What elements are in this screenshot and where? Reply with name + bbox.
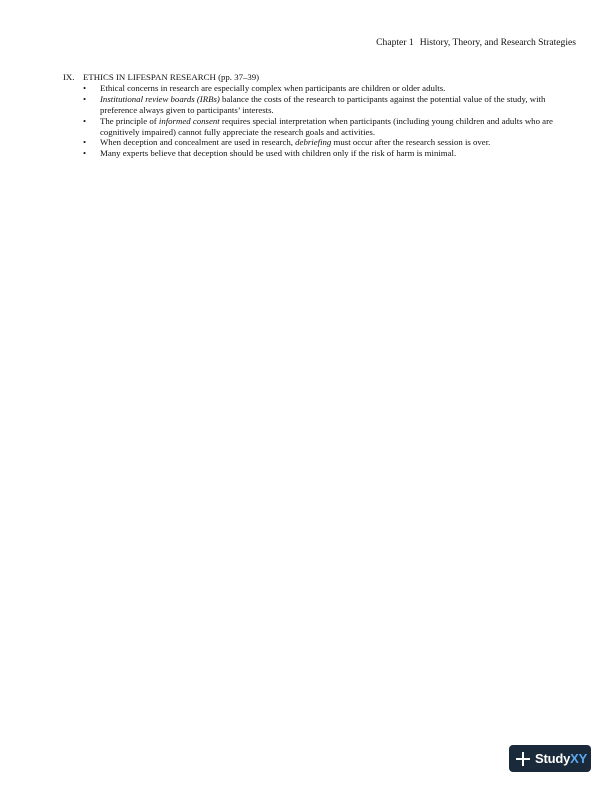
bullet-point xyxy=(83,115,573,138)
point-text: Many experts believe that deception should be used with children only if the risk of harm is minimal. xyxy=(100,148,457,159)
bullet-glyph: • xyxy=(83,115,87,126)
point-text: must occur after the research session is over. xyxy=(331,137,491,148)
bullet-point xyxy=(83,93,573,116)
studyxy-badge[interactable] xyxy=(509,745,591,772)
bullet-glyph: • xyxy=(83,137,87,148)
key-term: informed consent xyxy=(158,115,220,126)
chapter-label: Chapter 1 xyxy=(376,37,414,48)
bullet-point xyxy=(83,137,573,148)
bullet-glyph: • xyxy=(83,93,87,104)
section-heading xyxy=(63,72,573,83)
key-term: debriefing xyxy=(295,137,332,148)
key-term: Institutional review boards (IRBs) xyxy=(100,93,220,104)
section-number: IX. xyxy=(63,72,75,82)
point-text: Ethical concerns in research are especially complex when participants are children or older adults. xyxy=(100,82,446,93)
running-head xyxy=(376,37,576,49)
point-text: When deception and concealment are used in research, xyxy=(100,137,296,148)
brand-name-part1: Study xyxy=(535,751,571,766)
brand-name xyxy=(535,751,587,766)
section-title: ETHICS IN LIFESPAN RESEARCH (pp. 37–39) xyxy=(83,72,260,82)
bullet-point xyxy=(83,82,573,94)
bullet-glyph: • xyxy=(83,148,87,159)
bullet-list xyxy=(63,83,573,159)
point-text: balance the costs of the research to participants against the potential value of the study, with preference always given to participants’ interests. xyxy=(100,93,546,115)
ethics-section xyxy=(63,72,573,159)
chapter-title: History, Theory, and Research Strategies xyxy=(419,37,576,48)
point-text: The principle of xyxy=(100,115,159,126)
brand-name-part2: XY xyxy=(570,751,588,766)
bullet-glyph: • xyxy=(83,82,87,93)
plus-icon xyxy=(516,752,530,766)
bullet-point xyxy=(83,148,573,159)
point-text: requires special interpretation when participants (including young children and adults who are cognitively impaired) cannot fully appreciate the research goals and activities. xyxy=(100,115,553,137)
